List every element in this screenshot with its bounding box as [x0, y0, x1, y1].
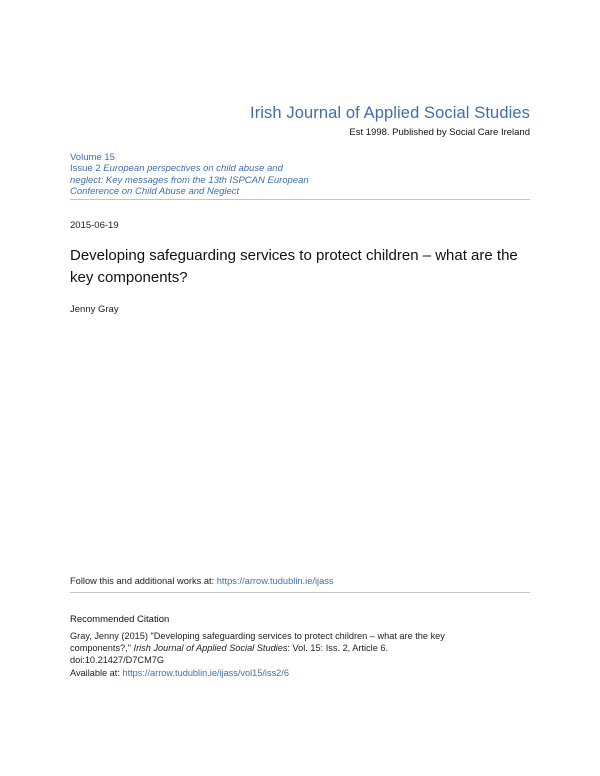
follow-line	[70, 576, 530, 593]
article-author: Jenny Gray	[70, 304, 119, 315]
issue-label: Issue 2	[70, 163, 101, 175]
citation-heading: Recommended Citation	[70, 614, 170, 625]
issue-info	[70, 152, 530, 200]
publication-date: 2015-06-19	[70, 220, 119, 231]
follow-url-link[interactable]: https://arrow.tudublin.ie/ijass	[216, 576, 334, 586]
citation-text-part2: : Vol. 15: Iss. 2, Article 6.	[287, 643, 389, 654]
issue-link[interactable]	[70, 163, 310, 197]
citation-journal-name: Irish Journal of Applied Social Studies	[133, 643, 288, 654]
available-at-link[interactable]: https://arrow.tudublin.ie/ijass/vol15/iss2/6	[122, 667, 289, 678]
available-at-label: Available at:	[70, 667, 123, 678]
volume-link[interactable]: Volume 15	[70, 152, 115, 163]
issue-title: European perspectives on child abuse and neglect: Key messages from the 13th ISPCAN European Conference on Child Abuse and Neglect	[70, 163, 309, 197]
follow-text: Follow this and additional works at:	[70, 576, 217, 586]
citation-doi: doi:10.21427/D7CM7G	[70, 655, 164, 666]
citation-text-part1: Gray, Jenny (2015) "Developing safeguarding services to protect children – what are the key components?,"	[70, 631, 445, 654]
journal-subtitle: Est 1998. Published by Social Care Ireland	[349, 127, 530, 138]
citation-body	[70, 630, 500, 679]
article-title: Developing safeguarding services to protect children – what are the key components?	[70, 247, 518, 286]
journal-title-link[interactable]: Irish Journal of Applied Social Studies	[250, 104, 530, 122]
